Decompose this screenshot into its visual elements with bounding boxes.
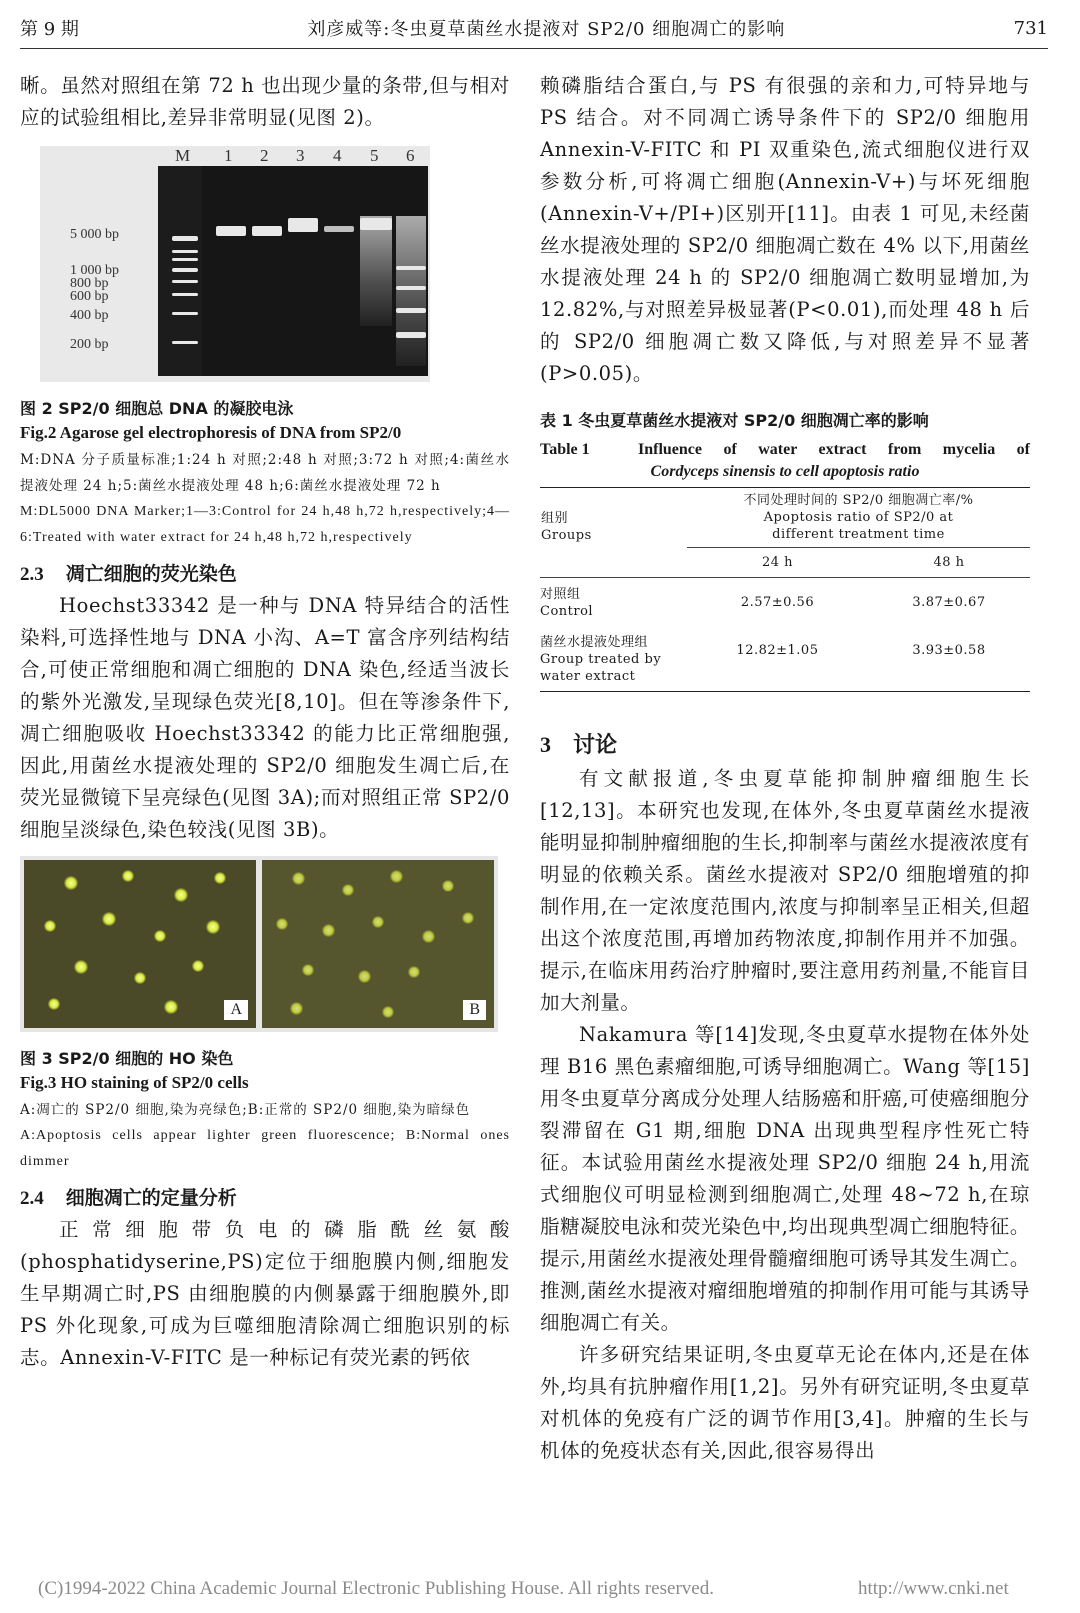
figure-3-note-cn: A:凋亡的 SP2/0 细胞,染为亮绿色;B:正常的 SP2/0 细胞,染为暗绿色: [20, 1102, 471, 1118]
col-header-48h: 48 h: [933, 555, 965, 570]
bp-label-5000: 5 000 bp: [70, 227, 119, 242]
marker-band: [172, 312, 198, 315]
cell-dot: [442, 880, 454, 892]
marker-band: [172, 236, 198, 241]
section-heading-3: [540, 728, 1030, 759]
cell-dot: [382, 1006, 394, 1018]
running-title: 刘彦威等:冬虫夏草菌丝水提液对 SP2/0 细胞凋亡的影响: [307, 19, 786, 40]
dna-band-lane-4: [324, 226, 354, 232]
bp-label-800: 800 bp: [70, 276, 109, 291]
paragraph: Hoechst33342 是一种与 DNA 特异结合的活性染料,可选择性地与 DNA 小沟、A=T 富含序列结构结合,可使正常细胞和凋亡细胞的 DNA 染色,经适当波长的紫外光激发,呈现绿色荧光[8,10]。但在等渗条件下,凋亡细胞吸收 Hoechst33342 的能力比正常细胞强,因此,用菌丝水提液处理的 SP2/0 细胞发生凋亡后,在荧光显微镜下呈亮绿色(见图 3A);而对照组正常 SP2/0 细胞呈淡绿色,染色较浅(见图 3B)。: [20, 594, 510, 841]
cell-dot: [74, 960, 88, 974]
bp-label-600: 600 bp: [70, 289, 109, 304]
lane-label-3: 3: [296, 146, 305, 165]
row-label: [540, 578, 687, 627]
row-label-cn: 对照组: [540, 587, 581, 602]
cell-dot: [290, 1002, 303, 1015]
marker-band: [172, 258, 198, 261]
cell-dot: [154, 930, 166, 942]
section-number: 3: [540, 732, 551, 757]
species-name: Cordyceps sinensis to cell apoptosis ratio: [650, 463, 920, 480]
cell-dot: [134, 972, 146, 984]
table-label: Table 1: [540, 441, 590, 458]
panel-label-b: B: [463, 1000, 486, 1020]
paragraph: 正常细胞带负电的磷脂酰丝氨酸(phosphatidyserine,PS)定位于细胞膜内侧,细胞发生早期凋亡时,PS 由细胞膜的内侧暴露于细胞膜外,即 PS 外化现象,可成为巨噬细胞清除凋亡细胞识别的标志。Annexin-V-FITC 是一种标记有荧光素的钙依: [20, 1218, 510, 1369]
cell-dot: [48, 998, 60, 1010]
cell-dot: [462, 912, 474, 924]
dna-ladder-lane-6: [396, 286, 426, 290]
cell-dot: [44, 920, 56, 932]
bp-label-200: 200 bp: [70, 337, 109, 352]
dna-smear-lane-5: [360, 216, 392, 326]
panel-b-normal-cells: [262, 860, 494, 1028]
paragraph: 晰。虽然对照组在第 72 h 也出现少量的条带,但与相对应的试验组相比,差异非常明显(见图 2)。: [20, 74, 510, 129]
bp-label-1000: 1 000 bp: [70, 263, 119, 278]
dna-ladder-lane-6: [396, 266, 426, 270]
dna-ladder-lane-6: [396, 332, 426, 338]
figure-2-caption-cn: 图 2 SP2/0 细胞总 DNA 的凝胶电泳: [20, 399, 294, 418]
cell-dot: [276, 918, 288, 930]
right-column: [540, 70, 1030, 1467]
paragraph: 许多研究结果证明,冬虫夏草无论在体内,还是在体外,均具有抗肿瘤作用[1,2]。另外有研究证明,冬虫夏草对机体的免疫有广泛的调节作用[3,4]。肿瘤的生长与机体的免疫状态有关,因此,很容易得出: [540, 1343, 1030, 1462]
figure-2-note-cn: M:DNA 分子质量标准;1:24 h 对照;2:48 h 对照;3:72 h 对照;4:菌丝水提液处理 24 h;5:菌丝水提液处理 48 h;6:菌丝水提液处理 72 h: [20, 452, 510, 494]
table-row: [540, 626, 1030, 692]
marker-band: [172, 341, 198, 344]
table-title-line-2: [540, 463, 1030, 481]
cell-dot: [102, 912, 116, 926]
group-header-en: Groups: [541, 528, 592, 543]
table-span-header: [687, 488, 1030, 548]
row-label-en: Control: [540, 604, 594, 619]
cell-dot: [408, 966, 420, 978]
copyright-footer: (C)1994-2022 China Academic Journal Electronic Publishing House. All rights reserved.: [38, 1578, 714, 1599]
dna-band-lane-5: [360, 218, 392, 230]
span-header-en-1: Apoptosis ratio of SP2/0 at: [763, 510, 954, 525]
page-number: 731: [1013, 17, 1048, 39]
running-header: [20, 8, 1048, 49]
table-1-title-en: [540, 437, 1030, 463]
marker-band: [172, 268, 198, 272]
cell-dot: [122, 870, 134, 882]
table-title-line-1: Influence of water extract from mycelia of: [638, 441, 1030, 458]
figure-3-caption-en: Fig.3 HO staining of SP2/0 cells: [20, 1073, 249, 1092]
cell-dot: [192, 960, 204, 972]
lane-label-m: M: [175, 146, 191, 165]
table-group-header: [540, 488, 687, 578]
section-title: 讨论: [573, 733, 618, 758]
figure-2-caption-en: Fig.2 Agarose gel electrophoresis of DNA from SP2/0: [20, 423, 402, 442]
section-number: 2.4: [20, 1188, 44, 1209]
cell-dot: [322, 924, 335, 937]
marker-band: [172, 250, 198, 253]
lane-label-6: 6: [406, 146, 415, 165]
paragraph: Nakamura 等[14]发现,冬虫夏草水提物在体外处理 B16 黑色素瘤细胞,可诱导细胞凋亡。Wang 等[15]用冬虫夏草分离成分处理人结肠癌和肝癌,可使癌细胞分裂滞留在 G1 期,细胞 DNA 出现典型程序性死亡特征。本试验用菌丝水提液处理 SP2/0 细胞 24 h,用流式细胞仪可明显检测到细胞凋亡,处理 48~72 h,在琼脂糖凝胶电泳和荧光染色中,均出现典型凋亡细胞特征。提示,用菌丝水提液处理骨髓瘤细胞可诱导其发生凋亡。推测,菌丝水提液对瘤细胞增殖的抑制作用可能与其诱导细胞凋亡有关。: [540, 1023, 1030, 1334]
section-heading-2-3: [20, 559, 510, 586]
figure-3-caption-cn: 图 3 SP2/0 细胞的 HO 染色: [20, 1049, 234, 1068]
left-column: [20, 70, 510, 1374]
cell-dot: [372, 916, 384, 928]
gel-electrophoresis-image: [40, 146, 430, 382]
cell-value: 12.82±1.05: [736, 643, 819, 658]
span-header-en-2: different treatment time: [772, 527, 945, 542]
col-header-24h: 24 h: [761, 555, 793, 570]
section-heading-2-4: [20, 1183, 510, 1210]
cell-dot: [390, 870, 403, 883]
bp-label-400: 400 bp: [70, 308, 109, 323]
panel-label-a: A: [224, 1000, 248, 1020]
figure-3-note-en: A:Apoptosis cells appear lighter green fluorescence; B:Normal ones dimmer: [20, 1128, 510, 1169]
dna-band-lane-1: [216, 226, 246, 236]
lane-label-5: 5: [370, 146, 379, 165]
row-label-en: Group treated by water extract: [540, 652, 662, 684]
cell-dot: [164, 1000, 178, 1014]
group-header-cn: 组别: [541, 511, 569, 526]
figure-2-note-en: M:DL5000 DNA Marker;1—3:Control for 24 h,48 h,72 h,respectively;4—6:Treated with water extract for 24 h,48 h,72 h,respectively: [20, 504, 510, 545]
cell-dot: [342, 884, 354, 896]
cell-value: 3.93±0.58: [912, 643, 986, 658]
cell-dot: [206, 920, 220, 934]
dna-band-lane-3: [288, 218, 318, 232]
cell-value: 3.87±0.67: [912, 595, 986, 610]
cell-dot: [358, 970, 371, 983]
paragraph: 有文献报道,冬虫夏草能抑制肿瘤细胞生长[12,13]。本研究也发现,在体外,冬虫夏草菌丝水提液能明显抑制肿瘤细胞的生长,抑制率与菌丝水提液浓度有明显的依赖关系。菌丝水提液对 SP2/0 细胞增殖的抑制作用,在一定浓度范围内,浓度与抑制率呈正相关,但超出这个浓度范围,再增加药物浓度,抑制作用并不加强。提示,在临床用药治疗肿瘤时,要注意用药剂量,不能盲目加大剂量。: [540, 767, 1030, 1014]
lane-label-2: 2: [260, 146, 269, 165]
row-label: [540, 626, 687, 692]
cell-dot: [302, 964, 314, 976]
lane-label-4: 4: [333, 146, 342, 165]
cell-value: 2.57±0.56: [740, 595, 815, 610]
cell-dot: [64, 876, 78, 890]
cell-dot: [174, 888, 188, 902]
dna-smear-lane-6: [396, 216, 426, 366]
cell-dot: [214, 872, 226, 884]
table-header-row: [540, 488, 1030, 548]
dna-ladder-lane-6: [396, 308, 426, 313]
section-title: 细胞凋亡的定量分析: [65, 1187, 237, 1209]
table-row: [540, 578, 1030, 627]
ho-staining-image: [20, 856, 498, 1032]
section-number: 2.3: [20, 564, 44, 585]
span-header-cn: 不同处理时间的 SP2/0 细胞凋亡率/%: [743, 493, 974, 508]
panel-a-apoptotic-cells: [24, 860, 256, 1028]
cell-dot: [422, 930, 435, 943]
issue-number: 第 9 期: [20, 19, 79, 40]
section-title: 凋亡细胞的荧光染色: [65, 563, 237, 585]
dna-band-lane-2: [252, 226, 282, 236]
cell-dot: [292, 872, 305, 885]
table-1-title-cn: 表 1 冬虫夏草菌丝水提液对 SP2/0 细胞凋亡率的影响: [540, 411, 929, 430]
marker-band: [172, 280, 198, 283]
apoptosis-table: [540, 487, 1030, 692]
paragraph: 赖磷脂结合蛋白,与 PS 有很强的亲和力,可特异地与 PS 结合。对不同凋亡诱导条件下的 SP2/0 细胞用 Annexin-V-FITC 和 PI 双重染色,流式细胞仪进行双参数分析,可将凋亡细胞(Annexin-V+)与坏死细胞(Annexin-V+/PI+)区别开[11]。由表 1 可见,未经菌丝水提液处理的 SP2/0 细胞凋亡数在 4% 以下,用菌丝水提液处理 24 h 的 SP2/0 细胞凋亡数明显增加,为 12.82%,与对照差异极显著(P<0.01),而处理 48 h 后的 SP2/0 细胞凋亡数又降低,与对照差异不显著(P>0.05)。: [540, 74, 1030, 385]
footer-url: http://www.cnki.net: [858, 1578, 1009, 1599]
lane-label-1: 1: [224, 146, 233, 165]
marker-band: [172, 293, 198, 296]
row-label-cn: 菌丝水提液处理组: [540, 635, 649, 650]
